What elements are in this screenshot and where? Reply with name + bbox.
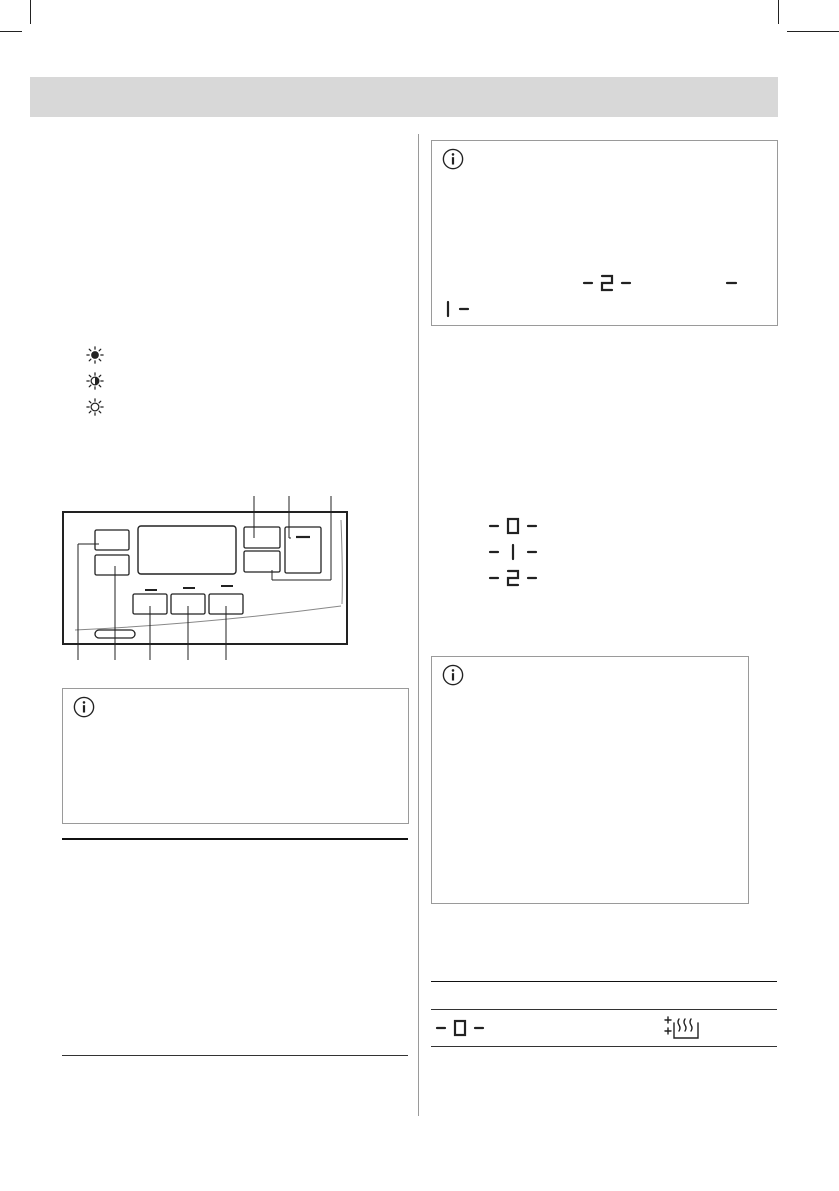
info-note-right-middle	[431, 656, 749, 904]
brightness-medium-icon	[86, 372, 104, 390]
table-bottom-rule-right	[431, 1046, 777, 1047]
level-display-1	[488, 542, 544, 562]
info-note-right-top	[431, 140, 778, 326]
info-icon	[73, 696, 95, 718]
control-panel-diagram	[55, 494, 355, 660]
segment-display-1	[442, 299, 478, 319]
table-top-rule-left	[62, 838, 408, 840]
crop-mark-top-left	[0, 31, 22, 32]
dryer-steam-icon	[661, 1014, 701, 1042]
level-display-0	[488, 516, 544, 536]
section-header-bar	[30, 77, 778, 117]
crop-mark-top-right-v	[778, 0, 779, 24]
info-note-left	[62, 688, 409, 824]
crop-mark-top-right	[787, 31, 839, 32]
segment-display-2	[582, 273, 638, 293]
info-icon	[442, 664, 464, 686]
crop-mark-top-left-v	[30, 0, 31, 24]
table-bottom-rule-left	[62, 1055, 408, 1056]
table-top-rule-right	[431, 981, 777, 982]
brightness-high-icon	[86, 346, 104, 364]
segment-display-dash	[724, 273, 740, 293]
level-display-2	[488, 568, 544, 588]
brightness-low-icon	[86, 398, 104, 416]
table-row	[431, 1010, 777, 1046]
column-divider	[418, 134, 419, 1116]
info-icon	[442, 148, 464, 170]
table-row-display	[435, 1018, 491, 1038]
